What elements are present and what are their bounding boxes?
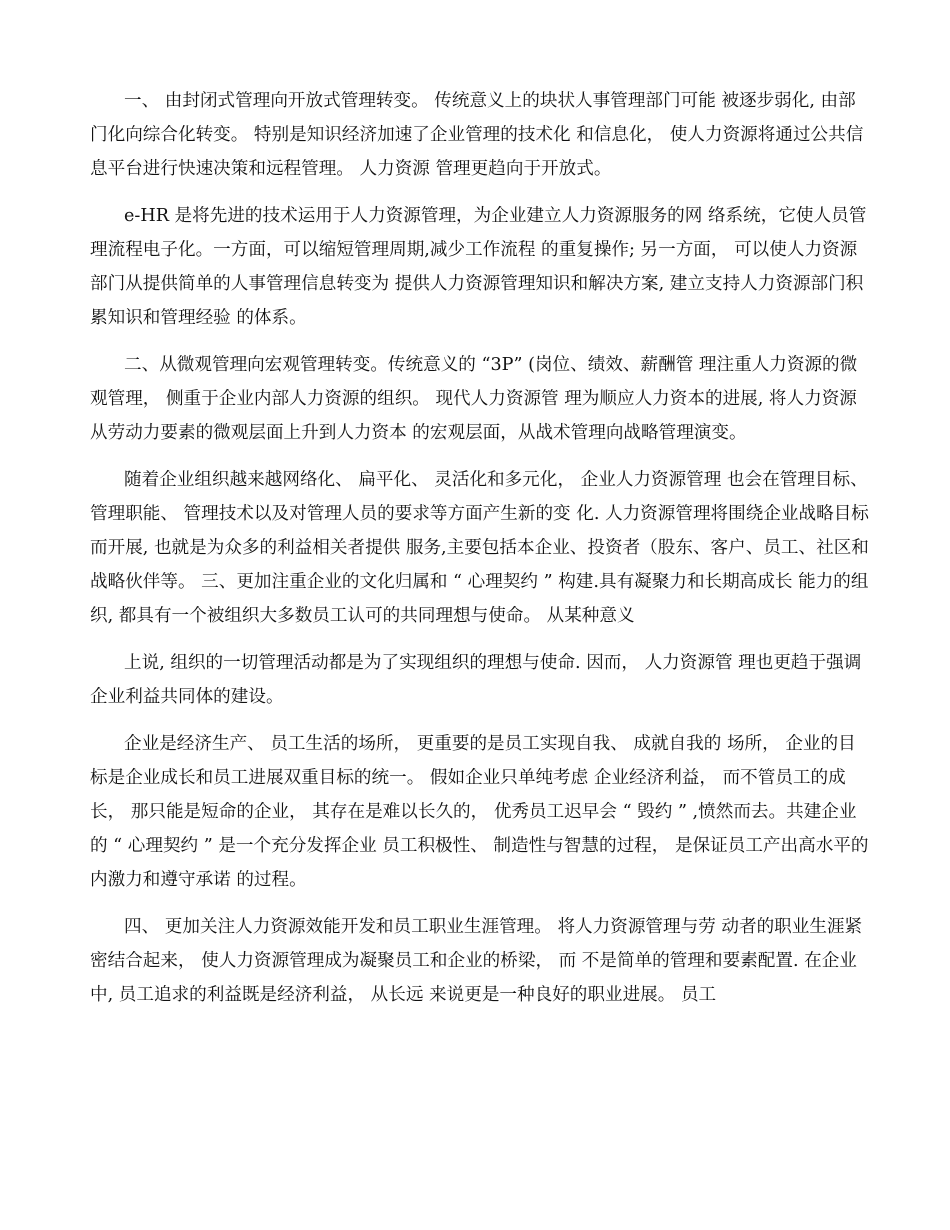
paragraph-3-text: 二、从微观管理向宏观管理转变。传统意义的 “3P” (岗位、绩效、薪酬管 理注重人力资源的微观管理， 侧重于企业内部人力资源的组织。 现代人力资源管 理为顺应人力资本的进展, 将人力资源从劳动力要素的微观层面上升到人力资本 的宏观层面，从战术管理向战略管理演变。	[90, 355, 858, 443]
paragraph-6	[90, 727, 870, 897]
paragraph-5-text: 上说, 组织的一切管理活动都是为了实现组织的理想与使命. 因而， 人力资源管 理也更趋于强调企业利益共同体的建设。	[90, 653, 862, 707]
paragraph-7-text: 四、 更加关注人力资源效能开发和员工职业生涯管理。 将人力资源管理与劳 动者的职业生涯紧密结合起来， 使人力资源管理成为凝聚员工和企业的桥梁， 而 不是简单的管理和要素配置. 在企业中, 员工追求的利益既是经济利益， 从长远 来说更是一种良好的职业进展。 员工	[90, 917, 863, 1005]
paragraph-1-text: 一、 由封闭式管理向开放式管理转变。 传统意义上的块状人事管理部门可能 被逐步弱化, 由部门化向综合化转变。 特别是知识经济加速了企业管理的技术化 和信息化， 使人力资源将通过公共信息平台进行快速决策和远程管理。 人力资源 管理更趋向于开放式。	[90, 91, 864, 179]
paragraph-2	[90, 199, 870, 335]
paragraph-3	[90, 348, 870, 450]
paragraph-6-text: 企业是经济生产、 员工生活的场所， 更重要的是员工实现自我、 成就自我的 场所， 企业的目标是企业成长和员工进展双重目标的统一。 假如企业只单纯考虑 企业经济利益， 而不管员工的成长， 那只能是短命的企业， 其存在是难以长久的， 优秀员工迟早会 “ 毁约 ” ,愤然而去。共建企业的 “ 心理契约 ” 是一个充分发挥企业 员工积极性、 制造性与智慧的过程， 是保证员工产出高水平的内激力和遵守承诺 的过程。	[90, 734, 869, 890]
paragraph-2-text: e-HR 是将先进的技术运用于人力资源管理，为企业建立人力资源服务的网 络系统，它使人员管理流程电子化。一方面，可以缩短管理周期,减少工作流程 的重复操作; 另一方面， 可以使人力资源部门从提供简单的人事管理信息转变为 提供人力资源管理知识和解决方案, 建立支持人力资源部门积累知识和管理经验 的体系。	[90, 206, 867, 328]
paragraph-5	[90, 646, 870, 714]
paragraph-7	[90, 910, 870, 1012]
document-page	[90, 84, 870, 1025]
paragraph-1	[90, 84, 870, 186]
paragraph-4	[90, 463, 870, 633]
paragraph-4-text: 随着企业组织越来越网络化、 扁平化、 灵活化和多元化， 企业人力资源管理 也会在管理目标、 管理职能、 管理技术以及对管理人员的要求等方面产生新的变 化. 人力资源管理将围绕企业战略目标而开展, 也就是为众多的利益相关者提供 服务,主要包括本企业、投资者（股东、客户、员工、社区和战略伙伴等。 三、更加注重企业的文化归属和 “ 心理契约 ” 构建.具有凝聚力和长期高成长 能力的组织, 都具有一个被组织大多数员工认可的共同理想与使命。 从某种意义	[90, 470, 869, 626]
